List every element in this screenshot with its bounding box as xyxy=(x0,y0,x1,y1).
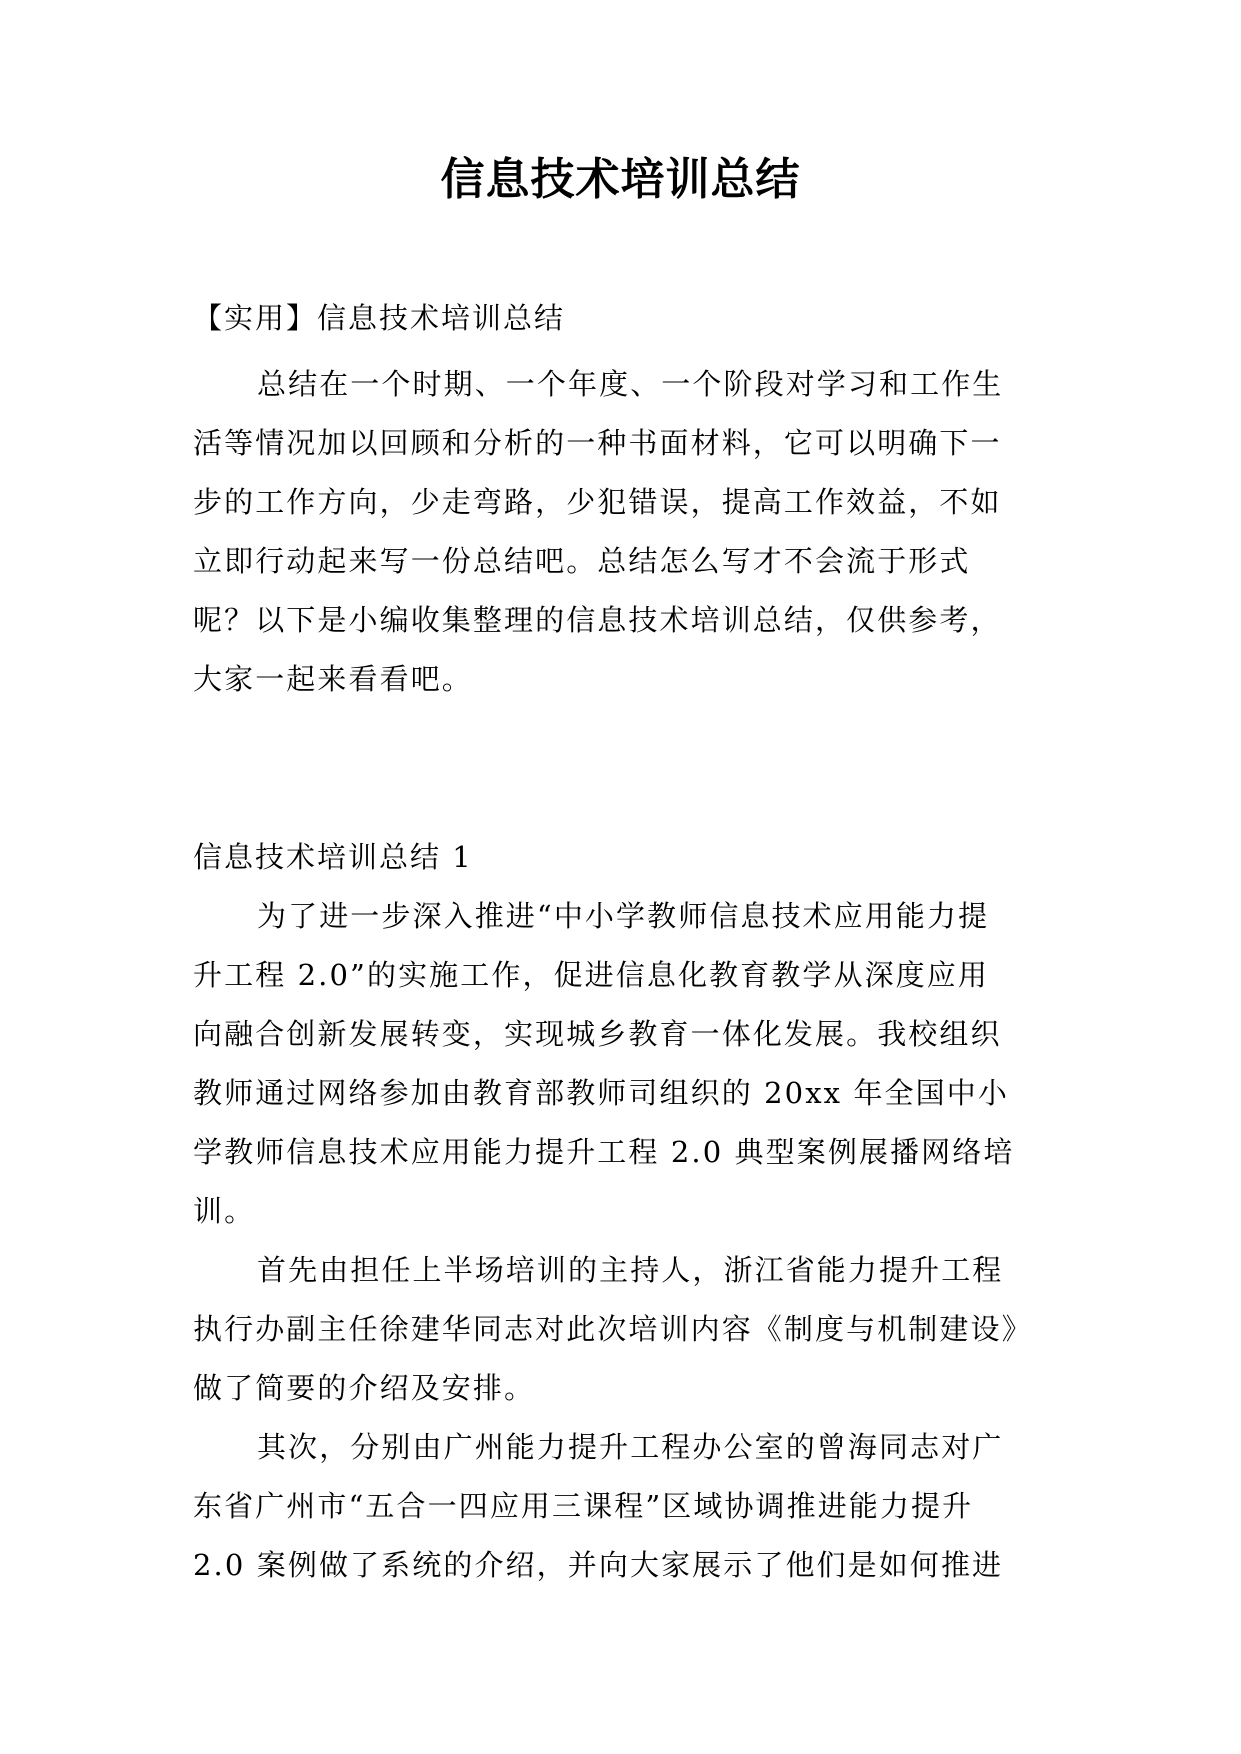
document-subtitle: 【实用】信息技术培训总结 xyxy=(193,301,566,335)
document-title: 信息技术培训总结 xyxy=(440,154,801,205)
intro-line: 立即行动起来写一份总结吧。总结怎么写才不会流于形式 xyxy=(193,544,971,578)
body-line: 升工程 2.0”的实施工作，促进信息化教育教学从深度应用 xyxy=(193,958,989,992)
intro-line: 总结在一个时期、一个年度、一个阶段对学习和工作生 xyxy=(257,367,1004,401)
intro-line: 大家一起来看看吧。 xyxy=(193,662,473,696)
body-line: 学教师信息技术应用能力提升工程 2.0 典型案例展播网络培 xyxy=(193,1135,1015,1169)
body-line: 教师通过网络参加由教育部教师司组织的 20xx 年全国中小 xyxy=(193,1076,1009,1110)
body-line: 其次，分别由广州能力提升工程办公室的曾海同志对广 xyxy=(257,1430,1004,1464)
body-line: 向融合创新发展转变，实现城乡教育一体化发展。我校组织 xyxy=(193,1017,1002,1051)
body-line: 做了简要的介绍及安排。 xyxy=(193,1371,536,1405)
section1-paragraph3 xyxy=(193,1418,1063,1595)
section1-paragraph2 xyxy=(193,1241,1063,1418)
intro-line: 步的工作方向，少走弯路，少犯错误，提高工作效益，不如 xyxy=(193,485,1002,519)
intro-paragraph xyxy=(193,355,1063,709)
body-line: 2.0 案例做了系统的介绍，并向大家展示了他们是如何推进 xyxy=(193,1548,1004,1582)
intro-line: 活等情况加以回顾和分析的一种书面材料，它可以明确下一 xyxy=(193,426,1002,460)
body-line: 执行办副主任徐建华同志对此次培训内容《制度与机制建设》 xyxy=(193,1312,1033,1346)
body-line: 为了进一步深入推进“中小学教师信息技术应用能力提 xyxy=(257,899,990,933)
intro-line: 呢？以下是小编收集整理的信息技术培训总结，仅供参考， xyxy=(193,603,1002,637)
body-line: 训。 xyxy=(193,1194,256,1228)
section-heading: 信息技术培训总结 1 xyxy=(193,840,473,874)
body-line: 首先由担任上半场培训的主持人，浙江省能力提升工程 xyxy=(257,1253,1004,1287)
section1-paragraph1 xyxy=(193,887,1063,1241)
body-line: 东省广州市“五合一四应用三课程”区域协调推进能力提升 xyxy=(193,1489,974,1523)
